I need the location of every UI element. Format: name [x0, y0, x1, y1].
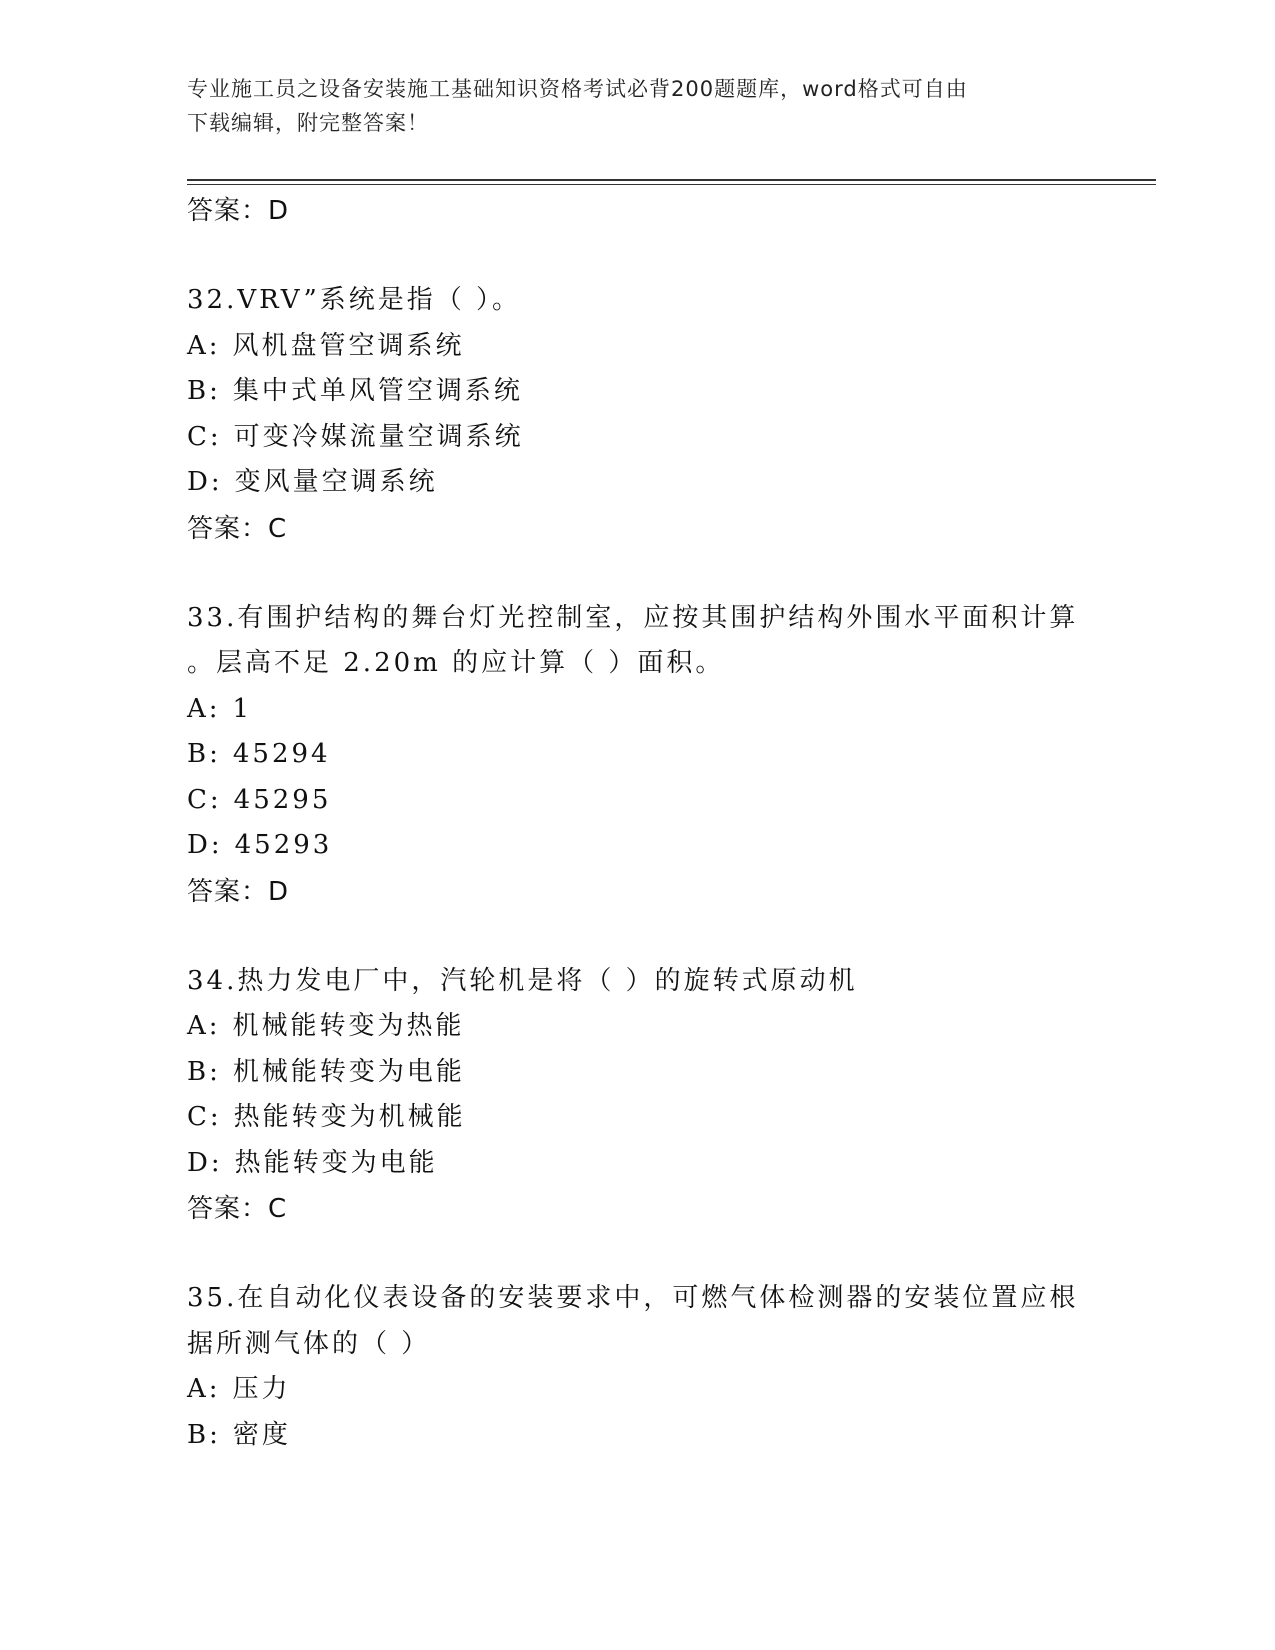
question-stem-line: 33.有围护结构的舞台灯光控制室，应按其围护结构外围水平面积计算	[187, 602, 1079, 633]
question-answer: 答案：C	[187, 1194, 288, 1224]
question-stem-line: 32.VRV”系统是指（ ）。	[187, 285, 522, 315]
header-divider-thin	[187, 184, 1156, 185]
question-stem	[187, 278, 1087, 324]
option-key: C:	[187, 784, 222, 815]
option-key: B:	[187, 1419, 221, 1450]
option-key: D:	[187, 1147, 223, 1178]
option-text: 可变冷媒流量空调系统	[233, 421, 524, 452]
question-spacer	[187, 1232, 1087, 1276]
answer-option	[187, 415, 1087, 461]
option-text: 压力	[232, 1374, 291, 1404]
question-spacer	[187, 234, 1087, 278]
question-stem-line: 据所测气体的（ ）	[187, 1328, 431, 1359]
question-stem	[187, 596, 1087, 687]
answer-option	[187, 1095, 1087, 1141]
option-text: 风机盘管空调系统	[232, 330, 465, 361]
option-key: D:	[187, 830, 223, 860]
header-line-2: 下载编辑，附完整答案！	[187, 111, 429, 135]
question-spacer	[187, 552, 1087, 596]
question-list	[187, 188, 1087, 1458]
answer-option	[187, 1413, 1087, 1459]
option-text: 密度	[232, 1419, 291, 1450]
option-key: D:	[187, 467, 223, 497]
question-stem	[187, 959, 1087, 1005]
question-spacer	[187, 915, 1087, 959]
answer-option	[187, 732, 1087, 778]
question-block	[187, 1276, 1087, 1458]
answer-option	[187, 1141, 1087, 1187]
answer-option	[187, 369, 1087, 415]
question-block	[187, 596, 1087, 915]
option-key: A:	[187, 693, 221, 724]
option-key: A:	[187, 1374, 221, 1404]
option-text: 集中式单风管空调系统	[232, 376, 523, 406]
option-key: A:	[187, 1011, 221, 1041]
option-key: C:	[187, 421, 222, 452]
option-text: 机械能转变为热能	[232, 1011, 465, 1041]
option-text: 热能转变为机械能	[233, 1102, 466, 1132]
option-text: 1	[232, 693, 253, 724]
question-stem	[187, 1276, 1087, 1367]
answer-option	[187, 324, 1087, 370]
option-text: 45294	[232, 739, 331, 769]
answer-option	[187, 778, 1087, 824]
answer-option	[187, 823, 1087, 869]
answer-option	[187, 1004, 1087, 1050]
question-answer: 答案：D	[187, 876, 290, 907]
option-text: 热能转变为电能	[234, 1147, 438, 1178]
answer-option	[187, 1050, 1087, 1096]
option-key: B:	[187, 1056, 221, 1087]
option-key: C:	[187, 1102, 222, 1132]
question-block	[187, 959, 1087, 1233]
option-text: 45295	[233, 784, 332, 815]
previous-answer: 答案：D	[187, 196, 290, 226]
option-text: 45293	[234, 830, 333, 860]
option-key: B:	[187, 376, 221, 406]
answer-option	[187, 1367, 1087, 1413]
option-key: B:	[187, 739, 221, 769]
option-text: 机械能转变为电能	[232, 1056, 465, 1087]
question-stem-line: 。层高不足 2.20m 的应计算（ ）面积。	[187, 648, 725, 678]
page-header	[187, 72, 1087, 140]
answer-option	[187, 687, 1087, 733]
question-answer: 答案：C	[187, 513, 288, 544]
header-line-1: 专业施工员之设备安装施工基础知识资格考试必背200题题库，word格式可自由	[187, 77, 968, 101]
question-block	[187, 278, 1087, 552]
question-stem-line: 34.热力发电厂中，汽轮机是将（ ）的旋转式原动机	[187, 965, 858, 996]
header-divider	[187, 179, 1156, 181]
question-stem-line: 35.在自动化仪表设备的安装要求中，可燃气体检测器的安装位置应根	[187, 1283, 1079, 1313]
option-text: 变风量空调系统	[234, 467, 438, 497]
option-key: A:	[187, 330, 221, 361]
answer-option	[187, 460, 1087, 506]
